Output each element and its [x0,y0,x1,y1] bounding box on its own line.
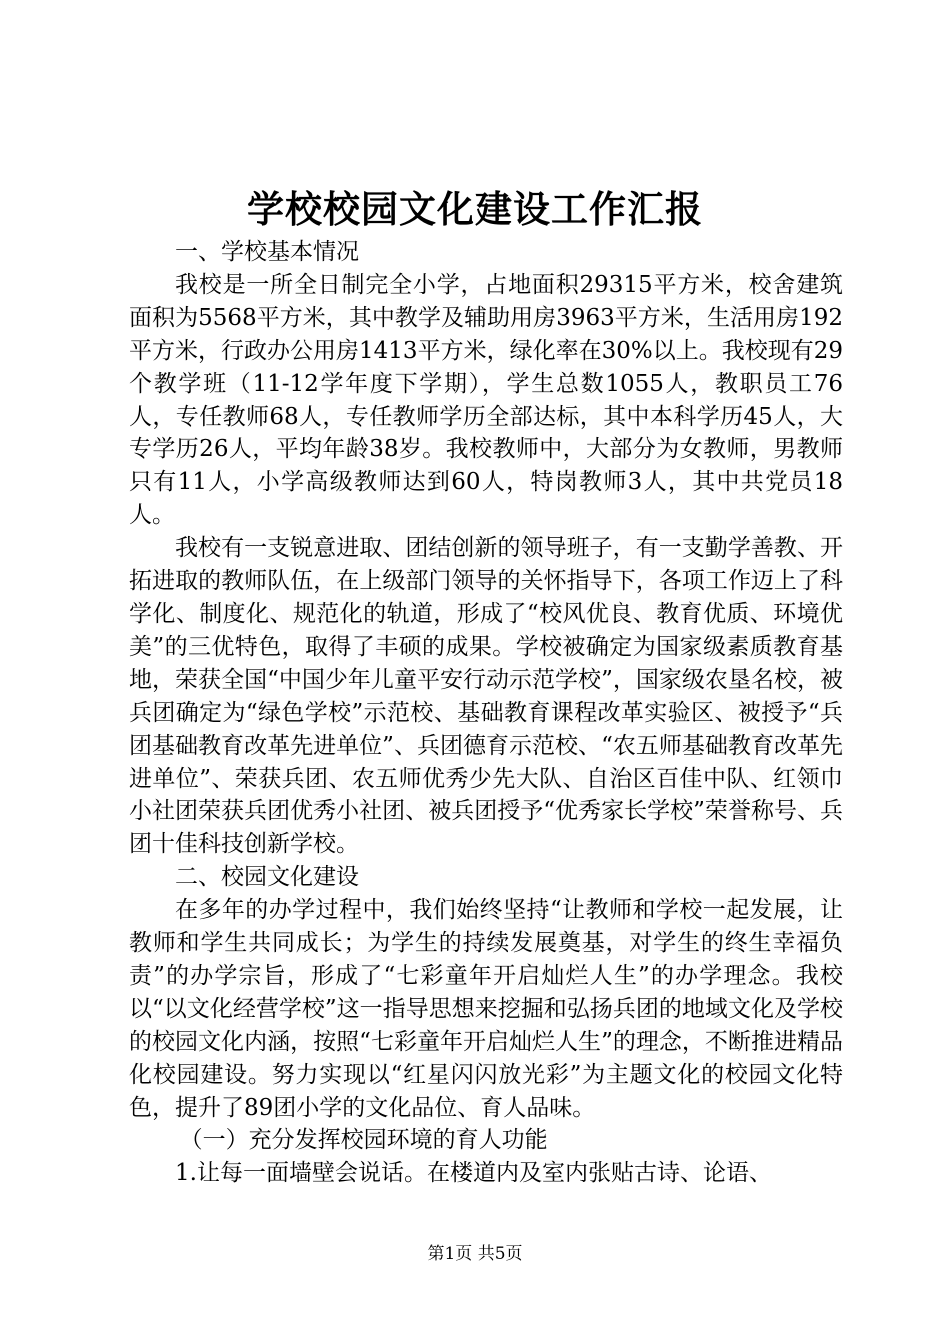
section-1-heading: 一、学校基本情况 [175,239,359,265]
document-body [129,236,843,1190]
subsection-1-heading: （一）充分发挥校园环境的育人功能 [179,1127,548,1154]
page-footer: 第1页 共5页 [427,1244,523,1264]
section-1-paragraph-1: 我校是一所全日制完全小学，占地面积29315平方米，校舍建筑面积为5568平方米，其中教学及辅助用房3963平方米，生活用房192平方米，行政办公用房1413平方米，绿化率在30%以上。我校现有29个教学班（11-12学年度下学期），学生总数1055人，教职员工76人，专任教师68人，专任教师学历全部达标，其中本科学历45人，大专学历26人，平均年龄38岁。我校教师中，大部分为女教师，男教师只有11人，小学高级教师达到60人，特岗教师3人，其中共党员18人。 [129,271,843,529]
document-title: 学校校园文化建设工作汇报 [247,187,703,231]
section-2-heading: 二、校园文化建设 [175,864,359,891]
section-2-paragraph-1: 在多年的办学过程中，我们始终坚持“让教师和学校一起发展，让教师和学生共同成长；为学生的持续发展奠基，对学生的终生幸福负责”的办学宗旨，形成了“七彩童年开启灿烂人生”的办学理念。我校以“以文化经营学校”这一指导思想来挖掘和弘扬兵团的地域文化及学校的校园文化内涵，按照“七彩童年开启灿烂人生”的理念，不断推进精品化校园建设。努力实现以“红星闪闪放光彩”为主题文化的校园文化特色，提升了89团小学的文化品位、育人品味。 [129,897,843,1121]
list-item-1: 1.让每一面墙壁会说话。在楼道内及室内张贴古诗、论语、 [175,1160,772,1187]
section-1-paragraph-2: 我校有一支锐意进取、团结创新的领导班子，有一支勤学善教、开拓进取的教师队伍，在上级部门领导的关怀指导下，各项工作迈上了科学化、制度化、规范化的轨道，形成了“校风优良、教育优质、环境优美”的三优特色，取得了丰硕的成果。学校被确定为国家级素质教育基地，荣获全国“中国少年儿童平安行动示范学校”，国家级农垦名校，被兵团确定为“绿色学校”示范校、基础教育课程改革实验区、被授予“兵团基础教育改革先进单位”、兵团德育示范校、“农五师基础教育改革先进单位”、荣获兵团、农五师优秀少先大队、自治区百佳中队、红领巾小社团荣获兵团优秀小社团、被兵团授予“优秀家长学校”荣誉称号、兵团十佳科技创新学校。 [129,535,843,858]
